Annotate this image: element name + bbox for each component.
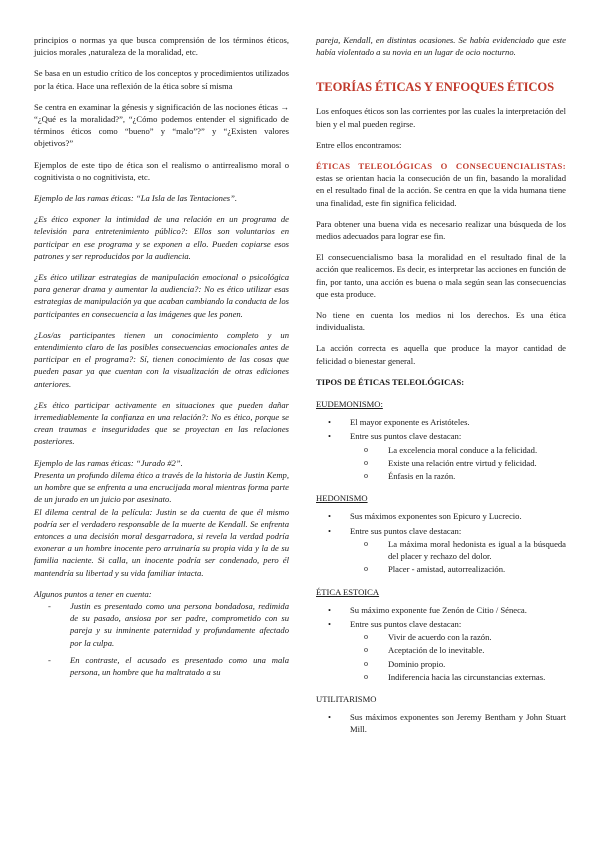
example-title: Ejemplo de las ramas éticas: “La Isla de las Tentaciones”.	[34, 193, 238, 204]
paragraph: El consecuencialismo basa la moralidad en el resultado final de la acción que realicemos. Es decir, es interpretar las acciones en función de fin, por tanto, una acción es buena o mala según sean las consecuencias que esta produce.	[316, 252, 566, 299]
list-item-text: El mayor exponente es Aristóteles.	[350, 417, 470, 428]
list-item	[316, 416, 566, 428]
subheading: HEDONISMO	[316, 493, 368, 504]
list-item	[316, 604, 566, 616]
sub-list-item: o La excelencia moral conduce a la felicidad.	[350, 444, 566, 456]
sub-list-item: o Existe una relación entre virtud y felicidad.	[350, 457, 566, 469]
paragraph: El dilema central de la película: Justin se da cuenta de que él mismo podría ser el verdadero responsable de la muerte de Kendall. Se enfrenta entonces a una decisión moral desgarradora, si revela la verdad podría exonerar a un hombre inocente pero arruinaría su propia vida y la de su familia naciente. Si calla, un inocente podría ser condenado, pero él mantendría su libertad y su vida familiar intacta.	[34, 506, 289, 578]
list-item-text: Sus máximos exponentes son Epicuro y Lucrecio.	[350, 511, 522, 522]
paragraph: principios o normas ya que busca comprensión de los términos éticos, juicios morales ,naturaleza de la moralidad, etc.	[34, 35, 289, 58]
sub-list	[350, 444, 566, 483]
list-item: - Justin es presentado como una persona bondadosa, redimida de su pasado, ansiosa por ser padre, comprometido con su pareja y su inminente paternidad y profundamente afectado por la culpa.	[34, 600, 289, 649]
paragraph: Ejemplos de este tipo de ética son el realismo o antirrealismo moral o cognitivista o no cognitivista, etc.	[34, 159, 289, 182]
bullet-list	[316, 510, 566, 575]
left-column	[34, 34, 289, 683]
list-item-text: Entre sus puntos clave destacan:	[350, 618, 462, 629]
right-column	[316, 34, 566, 746]
sub-list-item: o Placer - amistad, autorrealización.	[350, 563, 566, 575]
paragraph: ¿Es ético utilizar estrategias de manipulación emocional o psicológica para generar drama y aumentar la audiencia?: No es ético utilizar esas estrategias de manipulación ya que acaban cambiando la conducta de los participantes en consecuencia a las imágenes que les ponen.	[34, 272, 289, 319]
list-item-text: Sus máximos exponentes son Jeremy Bentham y John Stuart Mill.	[350, 712, 566, 735]
list-item	[316, 711, 566, 735]
bullet-list	[316, 604, 566, 683]
paragraph: La acción correcta es aquella que produce la mayor cantidad de felicidad o bienestar general.	[316, 343, 566, 366]
sub-list-item: o Dominio propio.	[350, 658, 566, 670]
paragraph: ¿Es ético participar activamente en situaciones que pueden dañar irremediablemente la confianza en una relación?: No es ético, porque se crean traumas e inseguridades que se proyectan en las relaciones posteriores.	[34, 399, 289, 447]
list-item	[316, 430, 566, 482]
sub-list-item: o Énfasis en la razón.	[350, 470, 566, 482]
bullet-list	[316, 416, 566, 482]
subheading: UTILITARISMO	[316, 693, 377, 704]
example-title: Ejemplo de las ramas éticas: “Jurado #2”.	[34, 457, 183, 468]
sub-list-item: o Vivir de acuerdo con la razón.	[350, 631, 566, 643]
paragraph: Para obtener una buena vida es necesario realizar una búsqueda de los medios adecuados para lograr ese fin.	[316, 218, 566, 242]
list-item	[316, 510, 566, 522]
section-heading: TEORÍAS ÉTICAS Y ENFOQUES ÉTICOS	[316, 80, 555, 95]
bullet-list	[316, 711, 566, 735]
paragraph: Presenta un profundo dilema ético a través de la historia de Justin Kemp, un hombre que se enfrenta a una encrucijada moral mientras forma parte de un jurado en un juicio por asesinato.	[34, 469, 289, 505]
list-item-text: Entre sus puntos clave destacan:	[350, 431, 462, 442]
dash-list	[34, 600, 289, 678]
sub-list-item: o Indiferencia hacia las circunstancias externas.	[350, 671, 566, 683]
paragraph: No tiene en cuenta los medios ni los derechos. Es una ética individualista.	[316, 310, 566, 333]
paragraph: Los enfoques éticos son las corrientes por las cuales la interpretación del bien y el mal pueden regirse.	[316, 106, 566, 129]
paragraph: Algunos puntos a tener en cuenta:	[34, 588, 152, 599]
list-item	[316, 525, 566, 576]
subheading: TIPOS DE ÉTICAS TELEOLÓGICAS:	[316, 376, 465, 387]
sub-list-item: o Aceptación de lo inevitable.	[350, 644, 566, 656]
sub-list	[350, 631, 566, 683]
paragraph: Se basa en un estudio crítico de los conceptos y procedimientos utilizados por la ética. Hace una reflexión de la ética sobre sí misma	[34, 68, 289, 91]
sub-list	[350, 538, 566, 576]
list-item-text: Su máximo exponente fue Zenón de Citio / Séneca.	[350, 604, 527, 615]
paragraph: pareja, Kendall, en distintas ocasiones. Se había evidenciado que este había violentado a su novia en un lugar de ocio nocturno.	[316, 35, 566, 58]
paragraph: ¿Los/as participantes tienen un conocimiento completo y un entendimiento claro de las posibles consecuencias emocionales antes de participar en el programa?: Sí, tienen conocimiento de las cosas que pueden pasar ya que cuentan con la visualización de otras ediciones anteriores.	[34, 329, 289, 389]
paragraph-text: estas se orientan hacia la consecución de un fin, basando la moralidad en el resultado final de la acción. Se centra en que la vida humana tiene una finalidad, este fin significa felicidad.	[316, 173, 566, 208]
subheading: EUDEMONISMO:	[316, 399, 383, 410]
list-item-text: Entre sus puntos clave destacan:	[350, 525, 462, 536]
list-item: - En contraste, el acusado es presentado como una mala persona, un hombre que ha maltratado a su	[34, 654, 289, 678]
list-item	[316, 618, 566, 683]
paragraph: Entre ellos encontramos:	[316, 139, 402, 150]
paragraph: ¿Es ético exponer la intimidad de una relación en un programa de televisión para entretenimiento público?: Ellos son voluntarios en participar en ese programa y se exponen a ello. Pueden copiarse esos patrones y ser reproducidos por la audiencia.	[34, 214, 289, 261]
subheading: ÉTICA ESTOICA	[316, 586, 380, 597]
paragraph	[316, 160, 566, 209]
term-highlight: ÉTICAS TELEOLÓGICAS O CONSECUENCIALISTAS:	[316, 161, 566, 172]
sub-list-item: o La máxima moral hedonista es igual a la búsqueda del placer y rechazo del dolor.	[350, 538, 566, 562]
paragraph: Se centra en examinar la génesis y significación de las nociones éticas → “¿Qué es la moralidad?”, “¿Cómo podemos entender el significado de términos éticos como “bueno” y “malo”?” y “¿Existen valores objetivos?”	[34, 101, 289, 149]
